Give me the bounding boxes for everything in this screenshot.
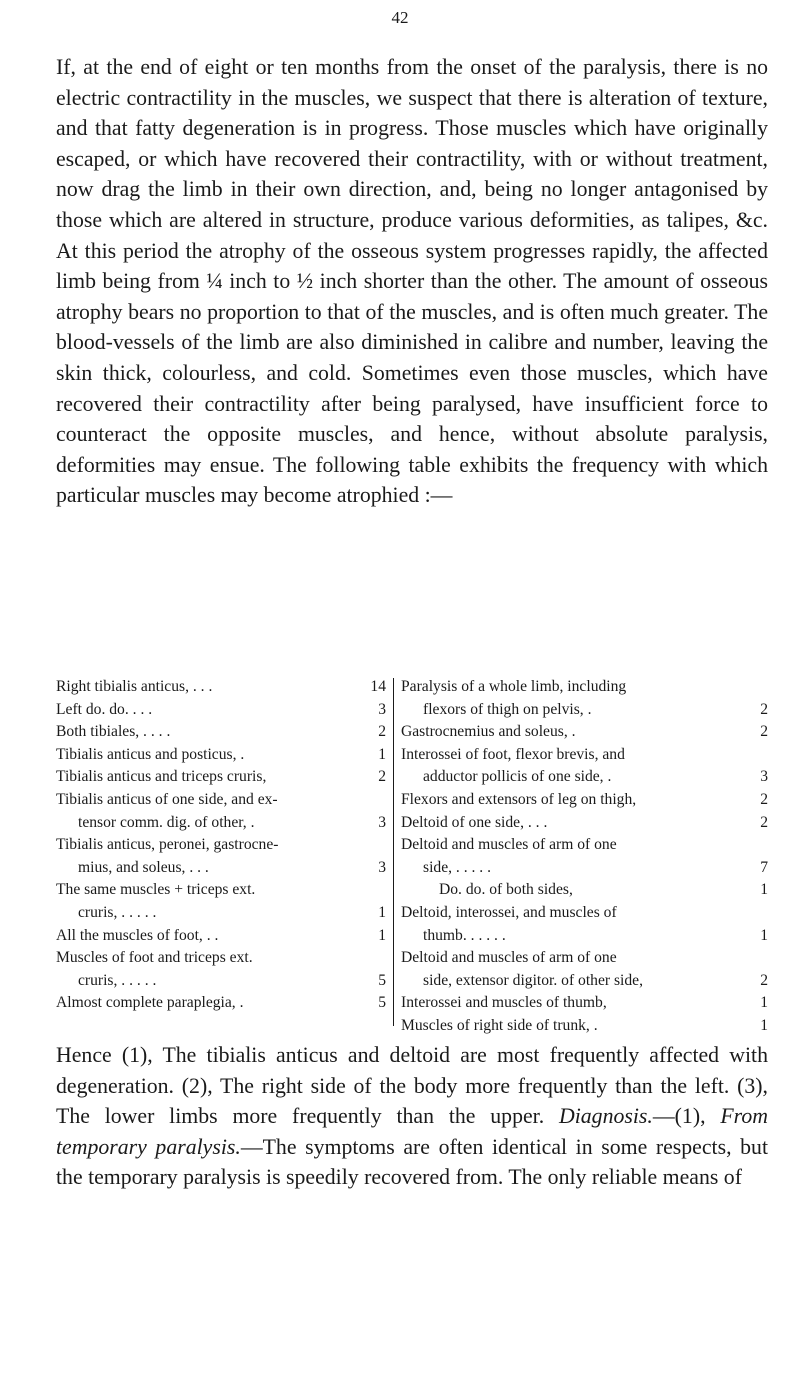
table-row-label: Almost complete paraplegia, . [56,994,244,1012]
table-row-count: 2 [760,813,768,831]
table-row-label: Tibialis anticus and posticus, . [56,745,245,763]
subheading-temporary-paralysis: From temporary paralysis. [56,1104,768,1159]
table-row-label: All the muscles of foot, . . [56,926,219,944]
table-row-label: side, extensor digitor. of other side, [423,971,644,989]
table-row [401,879,768,902]
table-row-count: 2 [760,700,768,718]
table-column-right [401,676,768,1038]
table-row [401,925,768,948]
table-row [56,812,386,835]
table-row-count: 2 [760,971,768,989]
table-row [401,902,768,925]
table-row-count: 2 [760,790,768,808]
table-row [401,947,768,970]
table-row [401,1015,768,1038]
table-row-label: Right tibialis anticus, . . . [56,678,213,695]
table-row-label: side, . . . . . [423,858,492,876]
table-row-count: 1 [378,926,386,944]
table-row-count: 7 [760,858,768,876]
table-row-count: 3 [378,700,386,718]
table-row [56,789,386,812]
table-row-label: mius, and soleus, . . . [78,858,209,876]
table-row-label: Left do. do. . . . [56,700,153,718]
table-row [401,766,768,789]
table-row-label: Flexors and extensors of leg on thigh, [401,790,637,808]
table-row [401,789,768,812]
table-row-label: adductor pollicis of one side, . [423,768,612,786]
table-row-count: 1 [760,994,768,1012]
table-row-label: Paralysis of a whole limb, including [401,678,627,695]
table-row-label: The same muscles + triceps ext. [56,881,256,899]
table-row [56,857,386,880]
table-row-label: Interossei and muscles of thumb, [401,994,607,1012]
table-column-left [56,676,386,1015]
table-row-label: Both tibiales, . . . . [56,723,171,741]
table-row-label: Deltoid and muscles of arm of one [401,949,617,967]
table-row-count: 2 [378,723,386,741]
table-row-label: Muscles of foot and triceps ext. [56,949,253,967]
table-row [401,834,768,857]
table-row [56,970,386,993]
table-row-label: Tibialis anticus and triceps cruris, [56,768,267,786]
table-row-label: Muscles of right side of trunk, . [401,1016,598,1034]
table-row-label: Interossei of foot, flexor brevis, and [401,745,625,763]
diagnosis-heading: Diagnosis. [558,1104,653,1129]
table-row-label: cruris, . . . . . [78,971,157,989]
table-row-label: Deltoid and muscles of arm of one [401,836,617,854]
table-row-count: 14 [370,678,386,695]
table-row [56,902,386,925]
paragraph-text: —(1), [652,1104,721,1129]
table-row [401,676,768,699]
table-row-label: Do. do. of both sides, [439,881,573,899]
table-row-label: thumb. . . . . . [423,926,506,944]
table-row [401,812,768,835]
column-divider [393,678,394,1026]
paragraph-text: —The symptoms are often identical in some respects, but the temporary paralysis is speedily recovered from. The only reliable means of [56,1134,768,1190]
table-row [401,992,768,1015]
table-row [56,879,386,902]
table-row [401,744,768,767]
table-row [56,721,386,744]
table-row-count: 3 [378,858,386,876]
atrophy-frequency-table [56,676,768,1034]
paragraph-text: Hence (1), The tibialis anticus and deltoid are most frequently affected with degeneration. (2), The right side of the body more frequently than the left. (3), The lower limbs more frequently than the upper. [56,1043,768,1129]
table-row-label: Tibialis anticus, peronei, gastrocne- [56,836,279,854]
table-row-count: 1 [378,745,386,763]
table-row-label: Gastrocnemius and soleus, . [401,723,576,741]
table-row-count: 1 [378,903,386,921]
table-row [56,834,386,857]
table-row-count: 5 [378,971,386,989]
table-row [56,766,386,789]
table-row-count: 1 [760,926,768,944]
table-row [56,947,386,970]
table-row-count: 3 [760,768,768,786]
table-row-label: Tibialis anticus of one side, and ex- [56,790,278,808]
body-paragraph-bottom [56,1040,768,1193]
table-row [56,925,386,948]
table-row-count: 1 [760,881,768,899]
table-row-count: 2 [378,768,386,786]
table-row [401,699,768,722]
table-row-count: 1 [760,1016,768,1034]
table-row [401,857,768,880]
table-row [56,699,386,722]
table-row [56,992,386,1015]
table-row-label: flexors of thigh on pelvis, . [423,700,592,718]
body-paragraph-top: If, at the end of eight or ten months from the onset of the paralysis, there is no electric contractility in the muscles, we suspect that there is alteration of texture, and that fatty degeneration is in progress. Those muscles which have originally escaped, or which have recovered their contractility, with or without treatment, now drag the limb in their own direction, and, being no longer antagonised by those which are altered in structure, produce various deformities, as talipes, &c. At this period the atrophy of the osseous system progresses rapidly, the affected limb being from ¼ inch to ½ inch shorter than the other. The amount of osseous atrophy bears no proportion to that of the muscles, and is often much greater. The blood-vessels of the limb are also diminished in calibre and number, leaving the skin thick, colourless, and cold. Sometimes even those muscles, which have recovered their contractility after being paralysed, have insufficient force to counteract the opposite muscles, and hence, without absolute paralysis, deformities may ensue. The following table exhibits the frequency with which particular muscles may become atrophied :— [56,55,768,508]
table-row [56,744,386,767]
table-row-count: 2 [760,723,768,741]
table-row-count: 3 [378,813,386,831]
table-row-label: cruris, . . . . . [78,903,157,921]
table-row-label: Deltoid of one side, . . . [401,813,548,831]
table-row-label: Deltoid, interossei, and muscles of [401,903,617,921]
table-row [56,676,386,699]
table-row-label: tensor comm. dig. of other, . [78,813,255,831]
page-number: 42 [391,8,409,27]
table-row [401,970,768,993]
table-row [401,721,768,744]
table-row-count: 5 [378,994,386,1012]
